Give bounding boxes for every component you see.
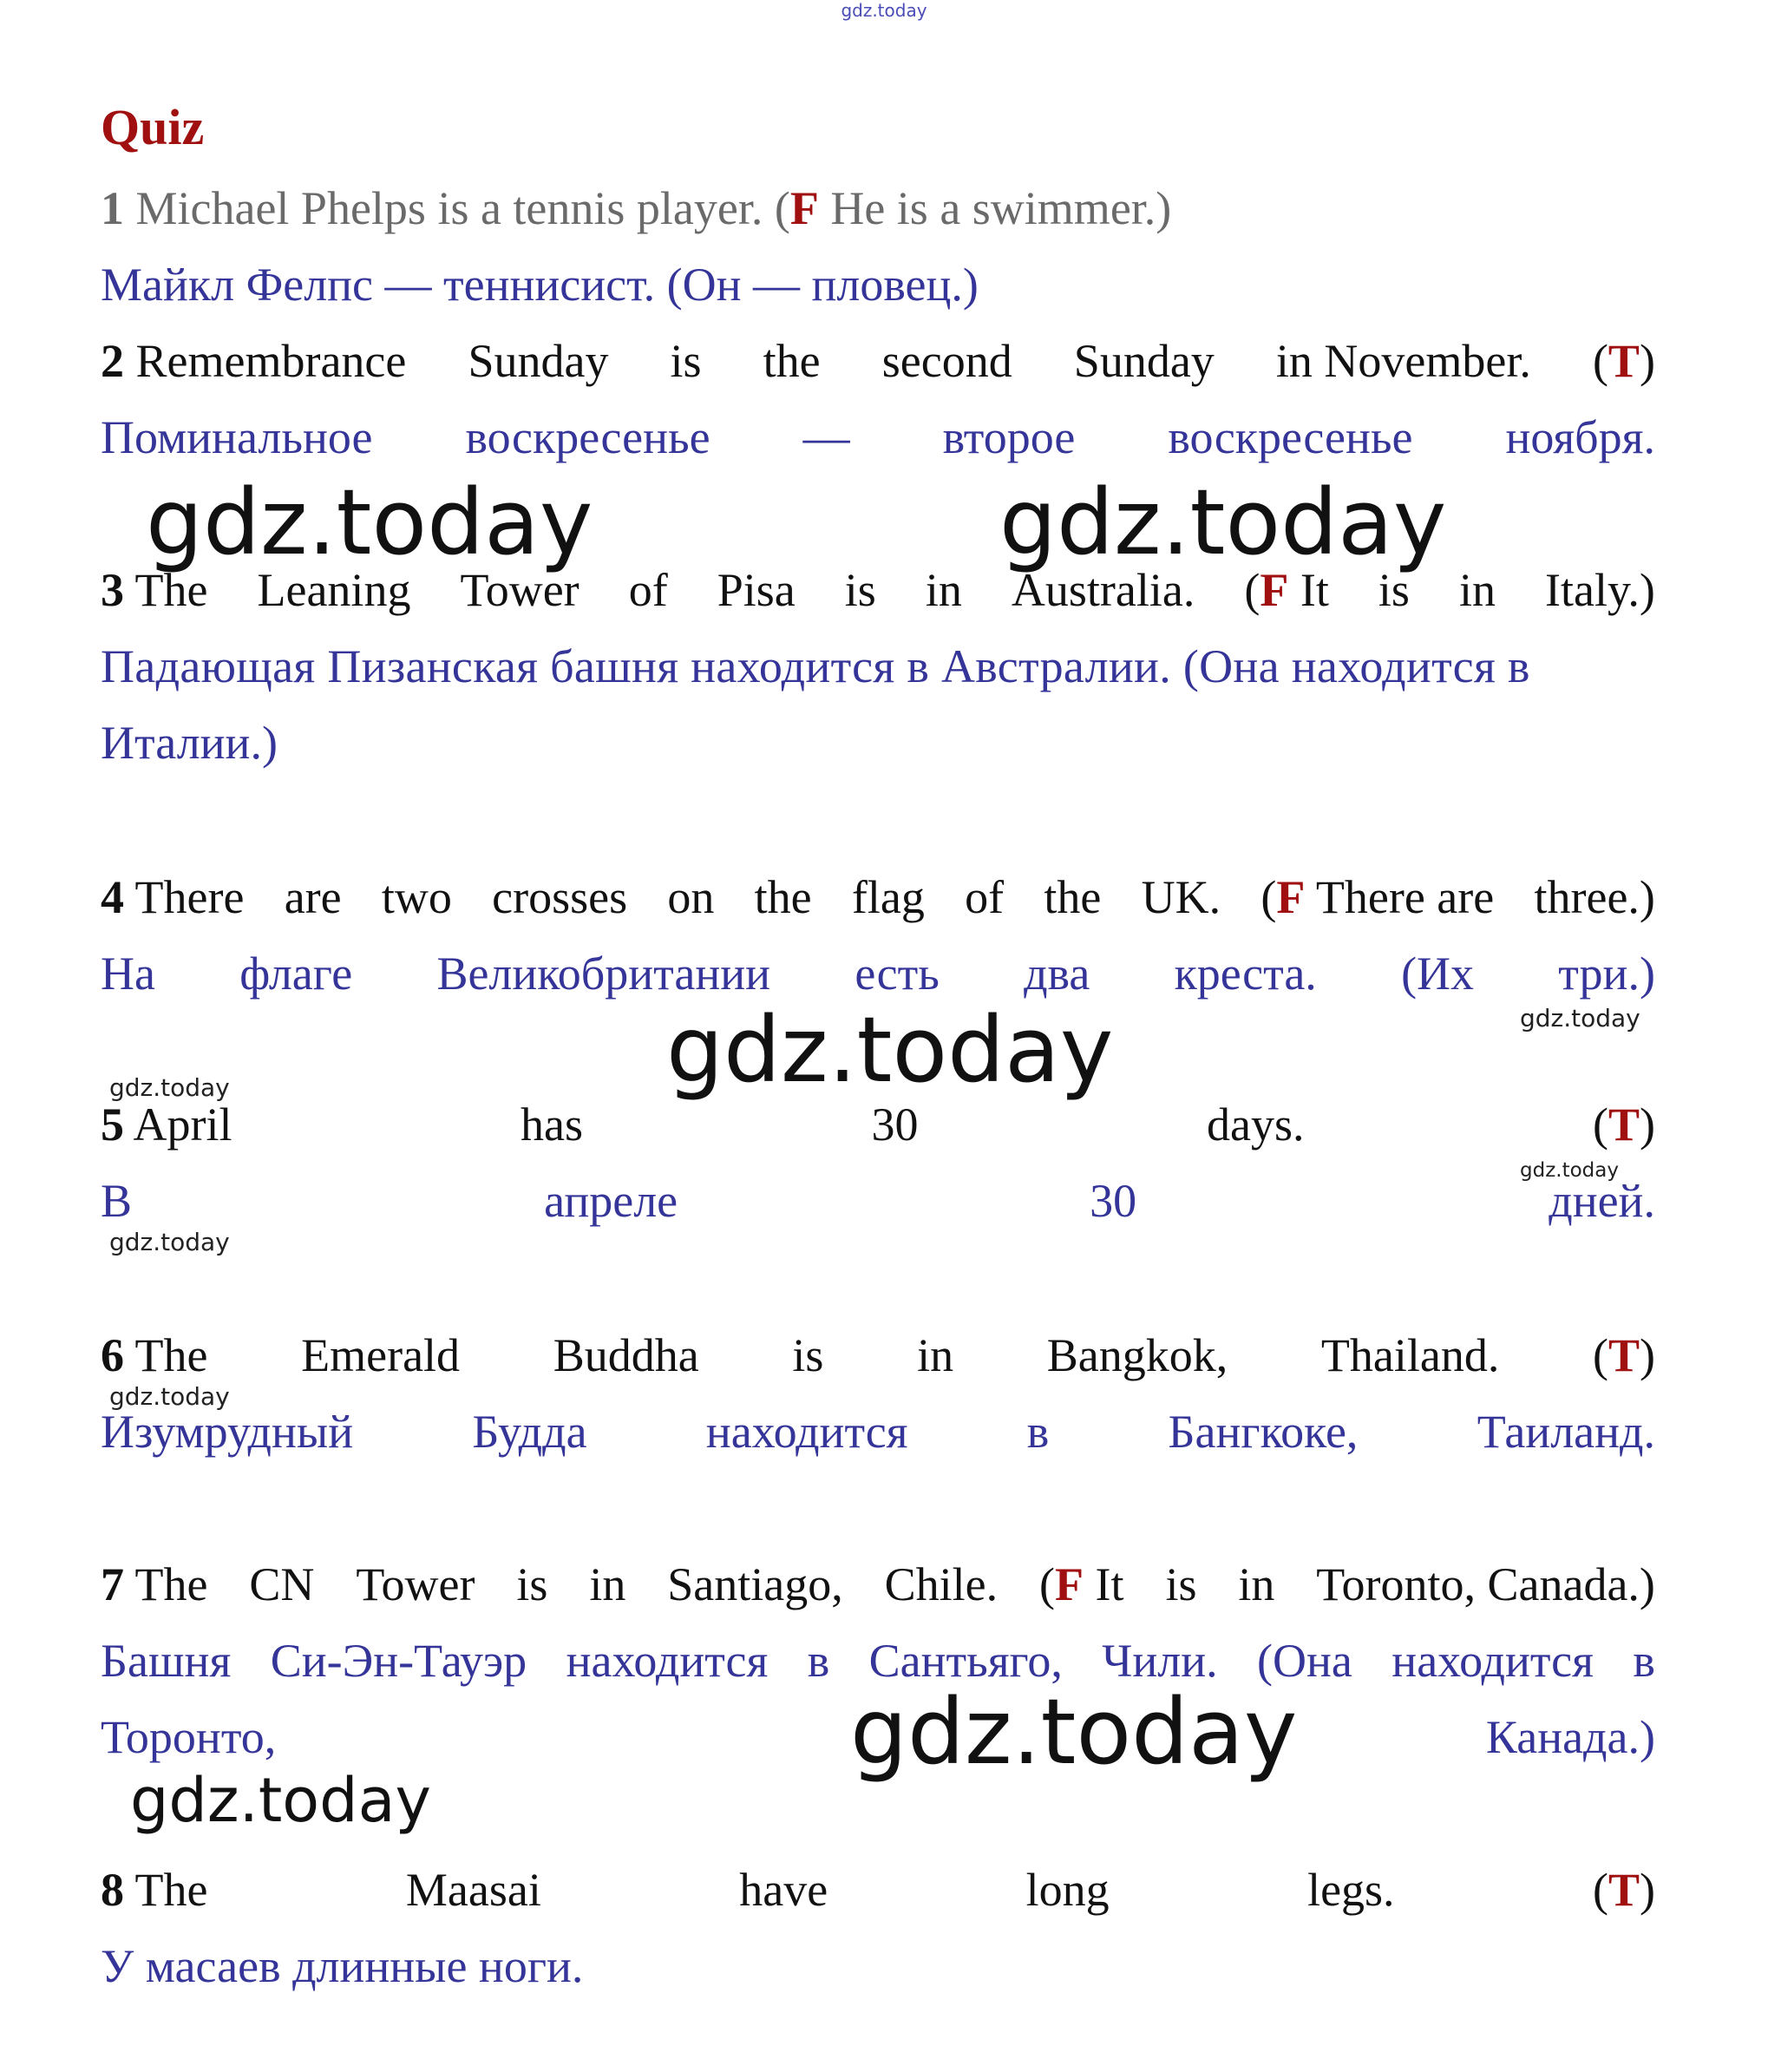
word: is <box>670 335 702 387</box>
word: На <box>101 947 155 1000</box>
word: The <box>134 1864 208 1916</box>
item-3-english <box>101 562 1655 619</box>
word: in <box>925 564 962 616</box>
watermark: gdz.today <box>850 1679 1298 1785</box>
word: days. <box>1207 1098 1305 1151</box>
item-number: 4 <box>101 871 124 923</box>
word: 30 <box>1090 1175 1137 1227</box>
correction-text: He is a swimmer.) <box>818 182 1172 234</box>
word: находится <box>1391 1635 1594 1687</box>
word: two <box>381 871 452 923</box>
word: the <box>1044 871 1102 923</box>
item-8-english <box>101 1862 1655 1918</box>
site-mark: gdz.today <box>841 0 927 21</box>
answer-group <box>1593 1097 1655 1153</box>
word: В <box>101 1175 133 1227</box>
item-1-russian: Майкл Фелпс — теннисист. (Он — пловец.) <box>101 259 979 311</box>
word: the <box>754 871 812 923</box>
word: Канада.) <box>1485 1711 1655 1763</box>
word: Pisa <box>717 564 796 616</box>
watermark: gdz.today <box>146 469 593 575</box>
word: UK. <box>1141 871 1221 923</box>
item-2-english <box>101 333 1655 390</box>
word: 30 <box>871 1098 919 1151</box>
item-3-russian-line-1: Падающая Пизанская башня находится в Австралии. (Она находится в <box>101 640 1530 692</box>
word: of <box>628 564 668 616</box>
word: Башня <box>101 1635 232 1687</box>
word: Великобритании <box>436 947 771 1000</box>
word: Thailand. <box>1320 1329 1500 1381</box>
word: Remembrance <box>135 335 407 387</box>
watermark: gdz.today <box>109 1382 230 1411</box>
word: есть <box>855 947 940 1000</box>
watermark: gdz.today <box>130 1765 431 1836</box>
word: crosses <box>492 871 628 923</box>
word: the <box>763 335 821 387</box>
word: second <box>881 335 1012 387</box>
answer-group <box>1261 869 1494 926</box>
word: April <box>133 1098 232 1151</box>
item-4-english <box>101 869 1655 926</box>
word: находится <box>566 1635 769 1687</box>
word: Сантьяго, <box>868 1635 1063 1687</box>
word: It <box>1300 564 1329 616</box>
word: Sunday <box>1073 335 1215 387</box>
paren-open: ( <box>1592 335 1608 387</box>
word: Emerald <box>301 1329 461 1381</box>
word: The <box>134 1558 208 1610</box>
watermark: gdz.today <box>109 1073 230 1102</box>
word: in <box>917 1329 954 1381</box>
item-3-russian-line-2: Италии.) <box>101 717 278 769</box>
item-6-russian <box>101 1404 1655 1460</box>
word <box>101 1557 207 1613</box>
word: ноября. <box>1505 411 1655 463</box>
word: второе <box>942 411 1076 463</box>
word: (Она <box>1257 1635 1352 1687</box>
paren-open: ( <box>1261 871 1277 923</box>
word <box>101 333 406 390</box>
word: находится <box>705 1406 908 1458</box>
watermark: gdz.today <box>1520 1004 1640 1033</box>
word: в <box>1026 1406 1050 1458</box>
word: Бангкоке, <box>1168 1406 1359 1458</box>
word <box>101 1097 232 1153</box>
word: There are <box>1315 871 1495 923</box>
word: three.) <box>1534 871 1655 923</box>
word <box>101 1328 207 1384</box>
word: in <box>1458 564 1496 616</box>
word: The <box>134 1329 208 1381</box>
answer-mark: T <box>1608 1329 1640 1381</box>
paren-close: ) <box>1640 1864 1655 1916</box>
word: is <box>792 1329 824 1381</box>
word: Maasai <box>405 1864 541 1916</box>
word: Си-Эн-Тауэр <box>270 1635 527 1687</box>
paren-close: ) <box>1640 1329 1655 1381</box>
word: (Их <box>1401 947 1475 1000</box>
item-7-russian-line-2 <box>101 1709 1655 1766</box>
word: в <box>807 1635 830 1687</box>
word: Поминальное <box>101 411 373 463</box>
word: legs. <box>1307 1864 1395 1916</box>
word: Chile. <box>884 1558 999 1610</box>
answer-group <box>1593 333 1655 390</box>
word: флаге <box>239 947 353 1000</box>
word: is <box>1165 1558 1197 1610</box>
word: in November. <box>1275 335 1531 387</box>
word: long <box>1025 1864 1110 1916</box>
page-title: Quiz <box>101 99 205 155</box>
item-number: 1 <box>101 182 124 234</box>
item-5-english <box>101 1097 1655 1153</box>
word: has <box>521 1098 584 1151</box>
item-1-english <box>101 180 1655 237</box>
word: дней. <box>1549 1175 1655 1227</box>
word: Будда <box>472 1406 587 1458</box>
item-number: 7 <box>101 1558 124 1610</box>
item-7-english <box>101 1557 1655 1613</box>
word: три.) <box>1558 947 1655 1000</box>
watermark: gdz.today <box>1520 1159 1619 1182</box>
word: два <box>1024 947 1090 1000</box>
word: Bangkok, <box>1046 1329 1228 1381</box>
watermark: gdz.today <box>999 469 1447 575</box>
item-5-russian <box>101 1173 1655 1229</box>
answer-mark: T <box>1608 1864 1640 1916</box>
word: Buddha <box>553 1329 699 1381</box>
item-number: 8 <box>101 1864 124 1916</box>
word: креста. <box>1174 947 1317 1000</box>
paren-close: ) <box>1640 1098 1655 1151</box>
item-number: 5 <box>101 1098 124 1151</box>
word: Toronto, Canada.) <box>1316 1558 1655 1610</box>
answer-mark: T <box>1608 1098 1640 1151</box>
word: flag <box>851 871 925 923</box>
watermark: gdz.today <box>109 1228 230 1256</box>
item-number: 3 <box>101 564 124 616</box>
word: Изумрудный <box>101 1406 354 1458</box>
watermark: gdz.today <box>666 997 1114 1103</box>
word: Sunday <box>468 335 609 387</box>
word <box>101 562 207 619</box>
word: in <box>1238 1558 1275 1610</box>
word: Santiago, <box>667 1558 843 1610</box>
answer-mark: F <box>1276 871 1306 923</box>
item-number: 6 <box>101 1329 124 1381</box>
word: There <box>134 871 245 923</box>
answer-group <box>1593 1862 1655 1918</box>
item-6-english <box>101 1328 1655 1384</box>
answer-group <box>1039 1557 1123 1613</box>
word: CN <box>249 1558 315 1610</box>
answer-mark: F <box>789 182 819 234</box>
answer-group <box>1244 562 1328 619</box>
item-2-russian <box>101 410 1655 466</box>
word <box>101 869 244 926</box>
answer-mark: F <box>1055 1558 1084 1610</box>
word: are <box>284 871 342 923</box>
word: in <box>589 1558 626 1610</box>
answer-mark: T <box>1608 335 1640 387</box>
word: is <box>516 1558 548 1610</box>
item-8-russian: У масаев длинные ноги. <box>101 1940 584 1992</box>
paren-close: ) <box>1639 335 1655 387</box>
word: The <box>134 564 208 616</box>
word: on <box>667 871 715 923</box>
word: of <box>965 871 1005 923</box>
word: воскресенье <box>465 411 710 463</box>
item-4-russian <box>101 946 1655 1002</box>
word: Чили. <box>1102 1635 1218 1687</box>
word: Таиланд. <box>1477 1406 1655 1458</box>
item-number: 2 <box>101 335 124 387</box>
word: Tower <box>460 564 580 616</box>
word: Торонто, <box>101 1711 277 1763</box>
paren-open: ( <box>1592 1329 1608 1381</box>
word: Australia. <box>1011 564 1195 616</box>
word: Tower <box>356 1558 475 1610</box>
statement-text: Michael Phelps is a tennis player. ( <box>135 182 790 234</box>
word: Italy.) <box>1544 564 1655 616</box>
word: Leaning <box>257 564 411 616</box>
answer-group <box>1593 1328 1655 1384</box>
word <box>101 1862 207 1918</box>
word: — <box>802 411 850 463</box>
word: в <box>1633 1635 1655 1687</box>
answer-mark: F <box>1260 564 1289 616</box>
word: воскресенье <box>1168 411 1413 463</box>
paren-open: ( <box>1593 1098 1608 1151</box>
word: have <box>739 1864 828 1916</box>
paren-open: ( <box>1592 1864 1608 1916</box>
word: is <box>1378 564 1410 616</box>
word: апреле <box>544 1175 678 1227</box>
word: is <box>844 564 876 616</box>
word: It <box>1095 1558 1124 1610</box>
paren-open: ( <box>1244 564 1261 616</box>
paren-open: ( <box>1039 1558 1056 1610</box>
